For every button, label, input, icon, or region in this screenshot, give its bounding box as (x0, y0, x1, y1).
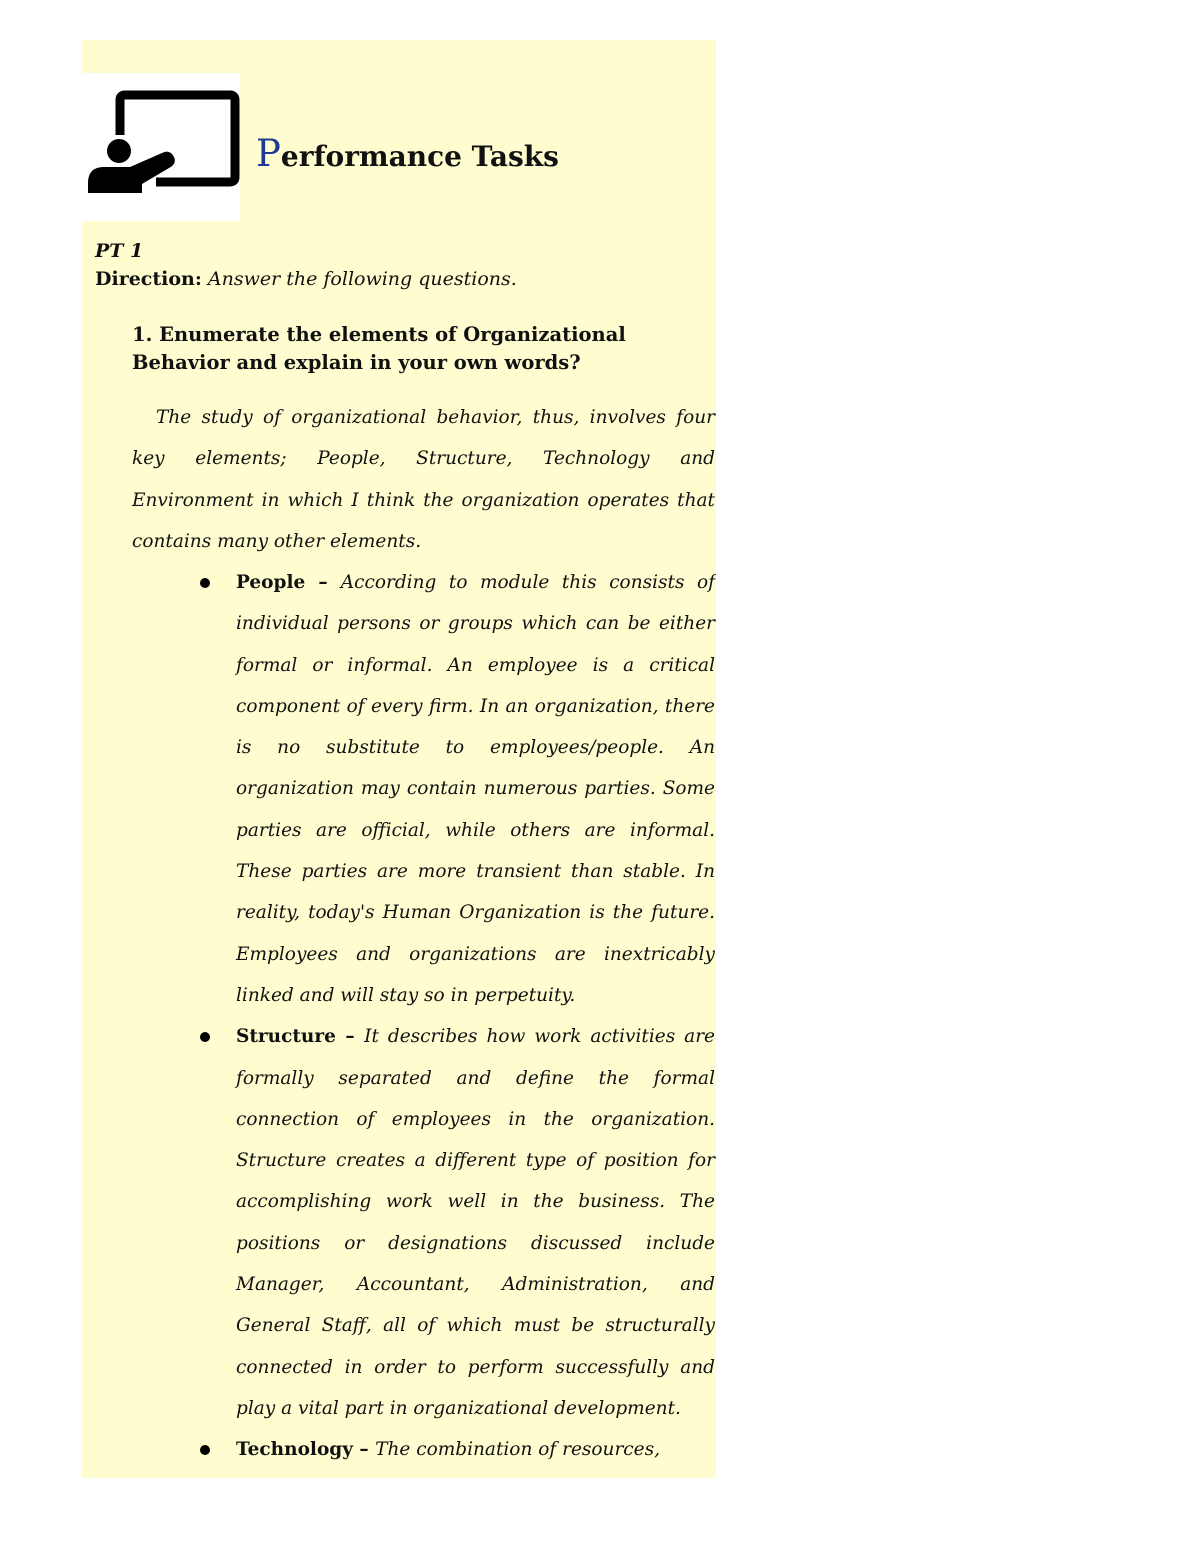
list-item-technology (236, 1429, 715, 1470)
page-title (256, 132, 559, 175)
title-initial: P (256, 132, 281, 175)
bullet-icon (200, 1032, 210, 1042)
title-rest: erformance Tasks (280, 140, 559, 173)
presentation-teacher-icon (82, 73, 240, 221)
elements-list (236, 562, 715, 1471)
direction-line (95, 268, 517, 290)
question-heading: 1. Enumerate the elements of Organizational Behavior and explain in your own words? (132, 323, 626, 374)
bullet-term: Technology (236, 1439, 353, 1461)
intro-paragraph: The study of organizational behavior, thus, involves four key elements; People, Structure, Technology and Environment in which I think the organization operates that contains many other elements. (132, 407, 715, 552)
list-item-people (236, 562, 715, 1016)
bullet-text: According to module this consists of individual persons or groups which can be either formal or informal. An employee is a critical component of every firm. In an organization, there is no substitute to employees/people. An organization may contain numerous parties. Some parties are official, while others are informal. These parties are more transient than stable. In reality, today's Human Organization is the future. Employees and organizations are inextricably linked and will stay so in perpetuity. (236, 572, 715, 1006)
bullet-separator: – (335, 1026, 365, 1048)
bullet-icon (200, 578, 210, 588)
bullet-separator: – (305, 572, 341, 593)
bullet-term: Structure (236, 1026, 336, 1048)
direction-label: Direction: (95, 268, 202, 290)
pt-label: PT 1 (95, 240, 144, 262)
content-panel (82, 40, 716, 1478)
bullet-icon (200, 1445, 210, 1455)
bullet-text: It describes how work activities are formally separated and define the formal connection of employees in the organization. Structure creates a different type of position for accomplishing work well in the business. The positions or designations discussed include Manager, Accountant, Administration, and General Staff, all of which must be structurally connected in order to perform successfully and play a vital part in organizational development. (236, 1026, 715, 1419)
bullet-text: The combination of resources, (375, 1439, 660, 1461)
list-item-structure (236, 1016, 715, 1429)
bullet-separator: – (352, 1439, 376, 1461)
direction-text: Answer the following questions. (207, 268, 517, 290)
bullet-term: People (236, 572, 306, 593)
